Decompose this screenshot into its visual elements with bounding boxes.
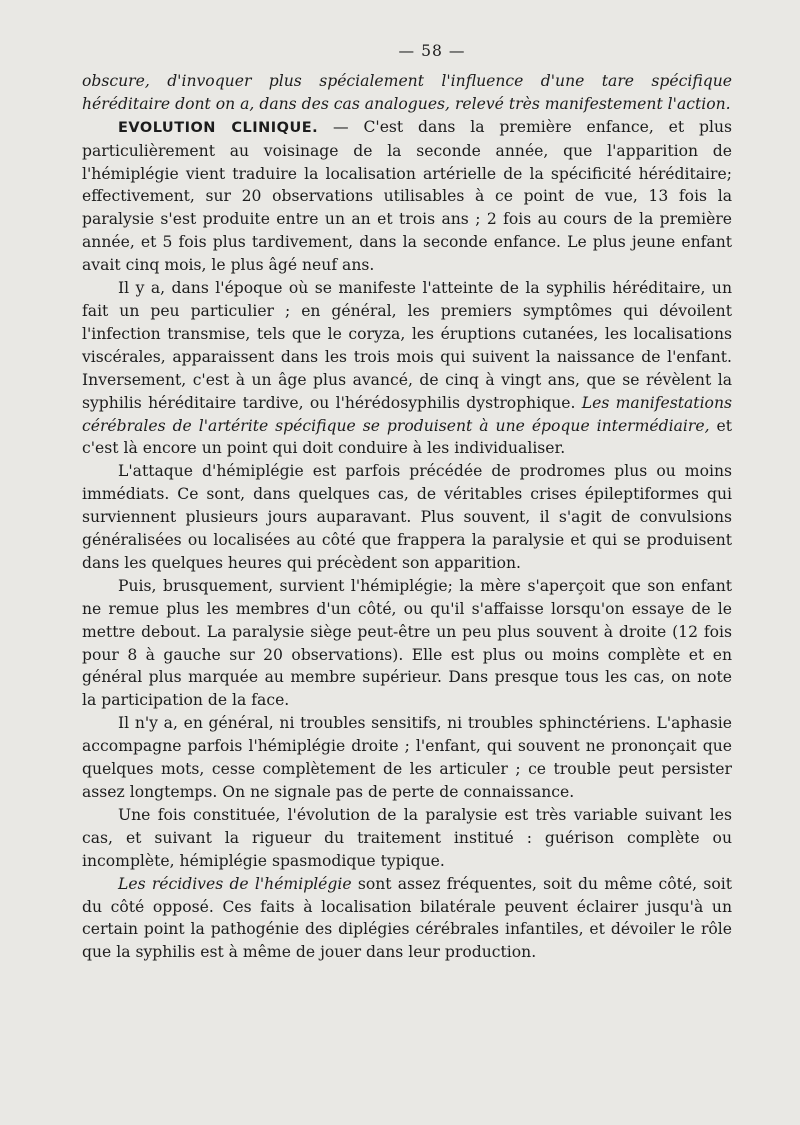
paragraph-evolution: Une fois constituée, l'évolution de la paralysie est très variable suivant les cas, et suivant la rigueur du traitement institué : guérison complète ou incomplète, hémiplégie spasmodique typique. [82,805,732,870]
emphasis-text: Les récidives de l'hémiplégie [118,874,352,893]
paragraph-continuation: obscure, d'invoquer plus spécialement l'influence d'une tare spécifique héréditaire dont on a, dans des cas analogues, relevé très manifestement l'action. [82,71,732,113]
document-page [82,40,732,964]
emphasis-text: Les manifestations cérébrales de l'artérite spécifique se produisent à une époque intermédiaire, [82,393,732,435]
paragraph-hemiplegie-onset: Puis, brusquement, survient l'hémiplégie; la mère s'aperçoit que son enfant ne remue plus les membres d'un côté, ou qu'il s'affaisse lorsqu'on essaye de le mettre debout. La paralysie siège peut-être un peu plus souvent à droite (12 fois pour 8 à gauche sur 20 observations). Elle est plus ou moins complète et en général plus marquée au membre supérieur. Dans presque tous les cas, on note la participation de la face. [82,576,732,710]
paragraph-evolution-clinique [82,116,732,277]
paragraph-text: Il y a, dans l'époque où se manifeste l'atteinte de la syphilis héréditaire, un fait un peu particulier ; en général, les premiers symptômes qui dévoilent l'infection transmise, tels que le coryza, les éruptions cutanées, les localisations viscérales, apparaissent dans les trois mois qui suivent la naissance de l'enfant. Inversement, c'est à un âge plus avancé, de cinq à vingt ans, que se révèlent la syphilis héréditaire tardive, ou l'hérédosyphilis dystrophique. [82,279,732,412]
paragraph-text: C'est dans la première enfance, et plus particulièrement au voisinage de la seconde année, que l'apparition de l'hémiplégie vient traduire la localisation artérielle de la spécificité héréditaire; effectivement, sur 20 observations utilisables à ce point de vue, 13 fois la paralysie s'est produite entre un an et trois ans ; 2 fois au cours de la première année, et 5 fois plus tardivement, dans la seconde enfance. Le plus jeune enfant avait cinq mois, le plus âgé neuf ans. [82,117,733,275]
heading-separator: — [318,117,364,136]
paragraph-recidives [82,873,732,965]
paragraph-aphasie: Il n'y a, en général, ni troubles sensitifs, ni troubles sphinctériens. L'aphasie accompagne parfois l'hémiplégie droite ; l'enfant, qui souvent ne prononçait que quelques mots, cesse complètement de les articuler ; ce trouble peut persister assez longtemps. On ne signale pas de perte de connaissance. [82,714,732,801]
paragraph-text: sont assez fréquentes, soit du même côté, soit du côté opposé. Ces faits à localisation bilatérale peuvent éclairer jusqu'à un certain point la pathogénie des diplégies cérébrales infantiles, et dévoiler le rôle que la syphilis est à même de jouer dans leur production. [82,874,732,962]
paragraph-syphilis-epoch [82,277,732,460]
page-number: — 58 — [398,42,466,60]
paragraph-text: et c'est là encore un point qui doit conduire à les individualiser. [82,416,733,458]
section-heading: EVOLUTION CLINIQUE. [118,119,319,136]
paragraph-prodromes: L'attaque d'hémiplégie est parfois précédée de prodromes plus ou moins immédiats. Ce sont, dans quelques cas, de véritables crises épileptiformes qui surviennent plusieurs jours auparavant. Plus souvent, il s'agit de convulsions généralisées ou localisées au côté que frappera la paralysie et qui se produisent dans les quelques heures qui précèdent son apparition. [82,462,732,572]
